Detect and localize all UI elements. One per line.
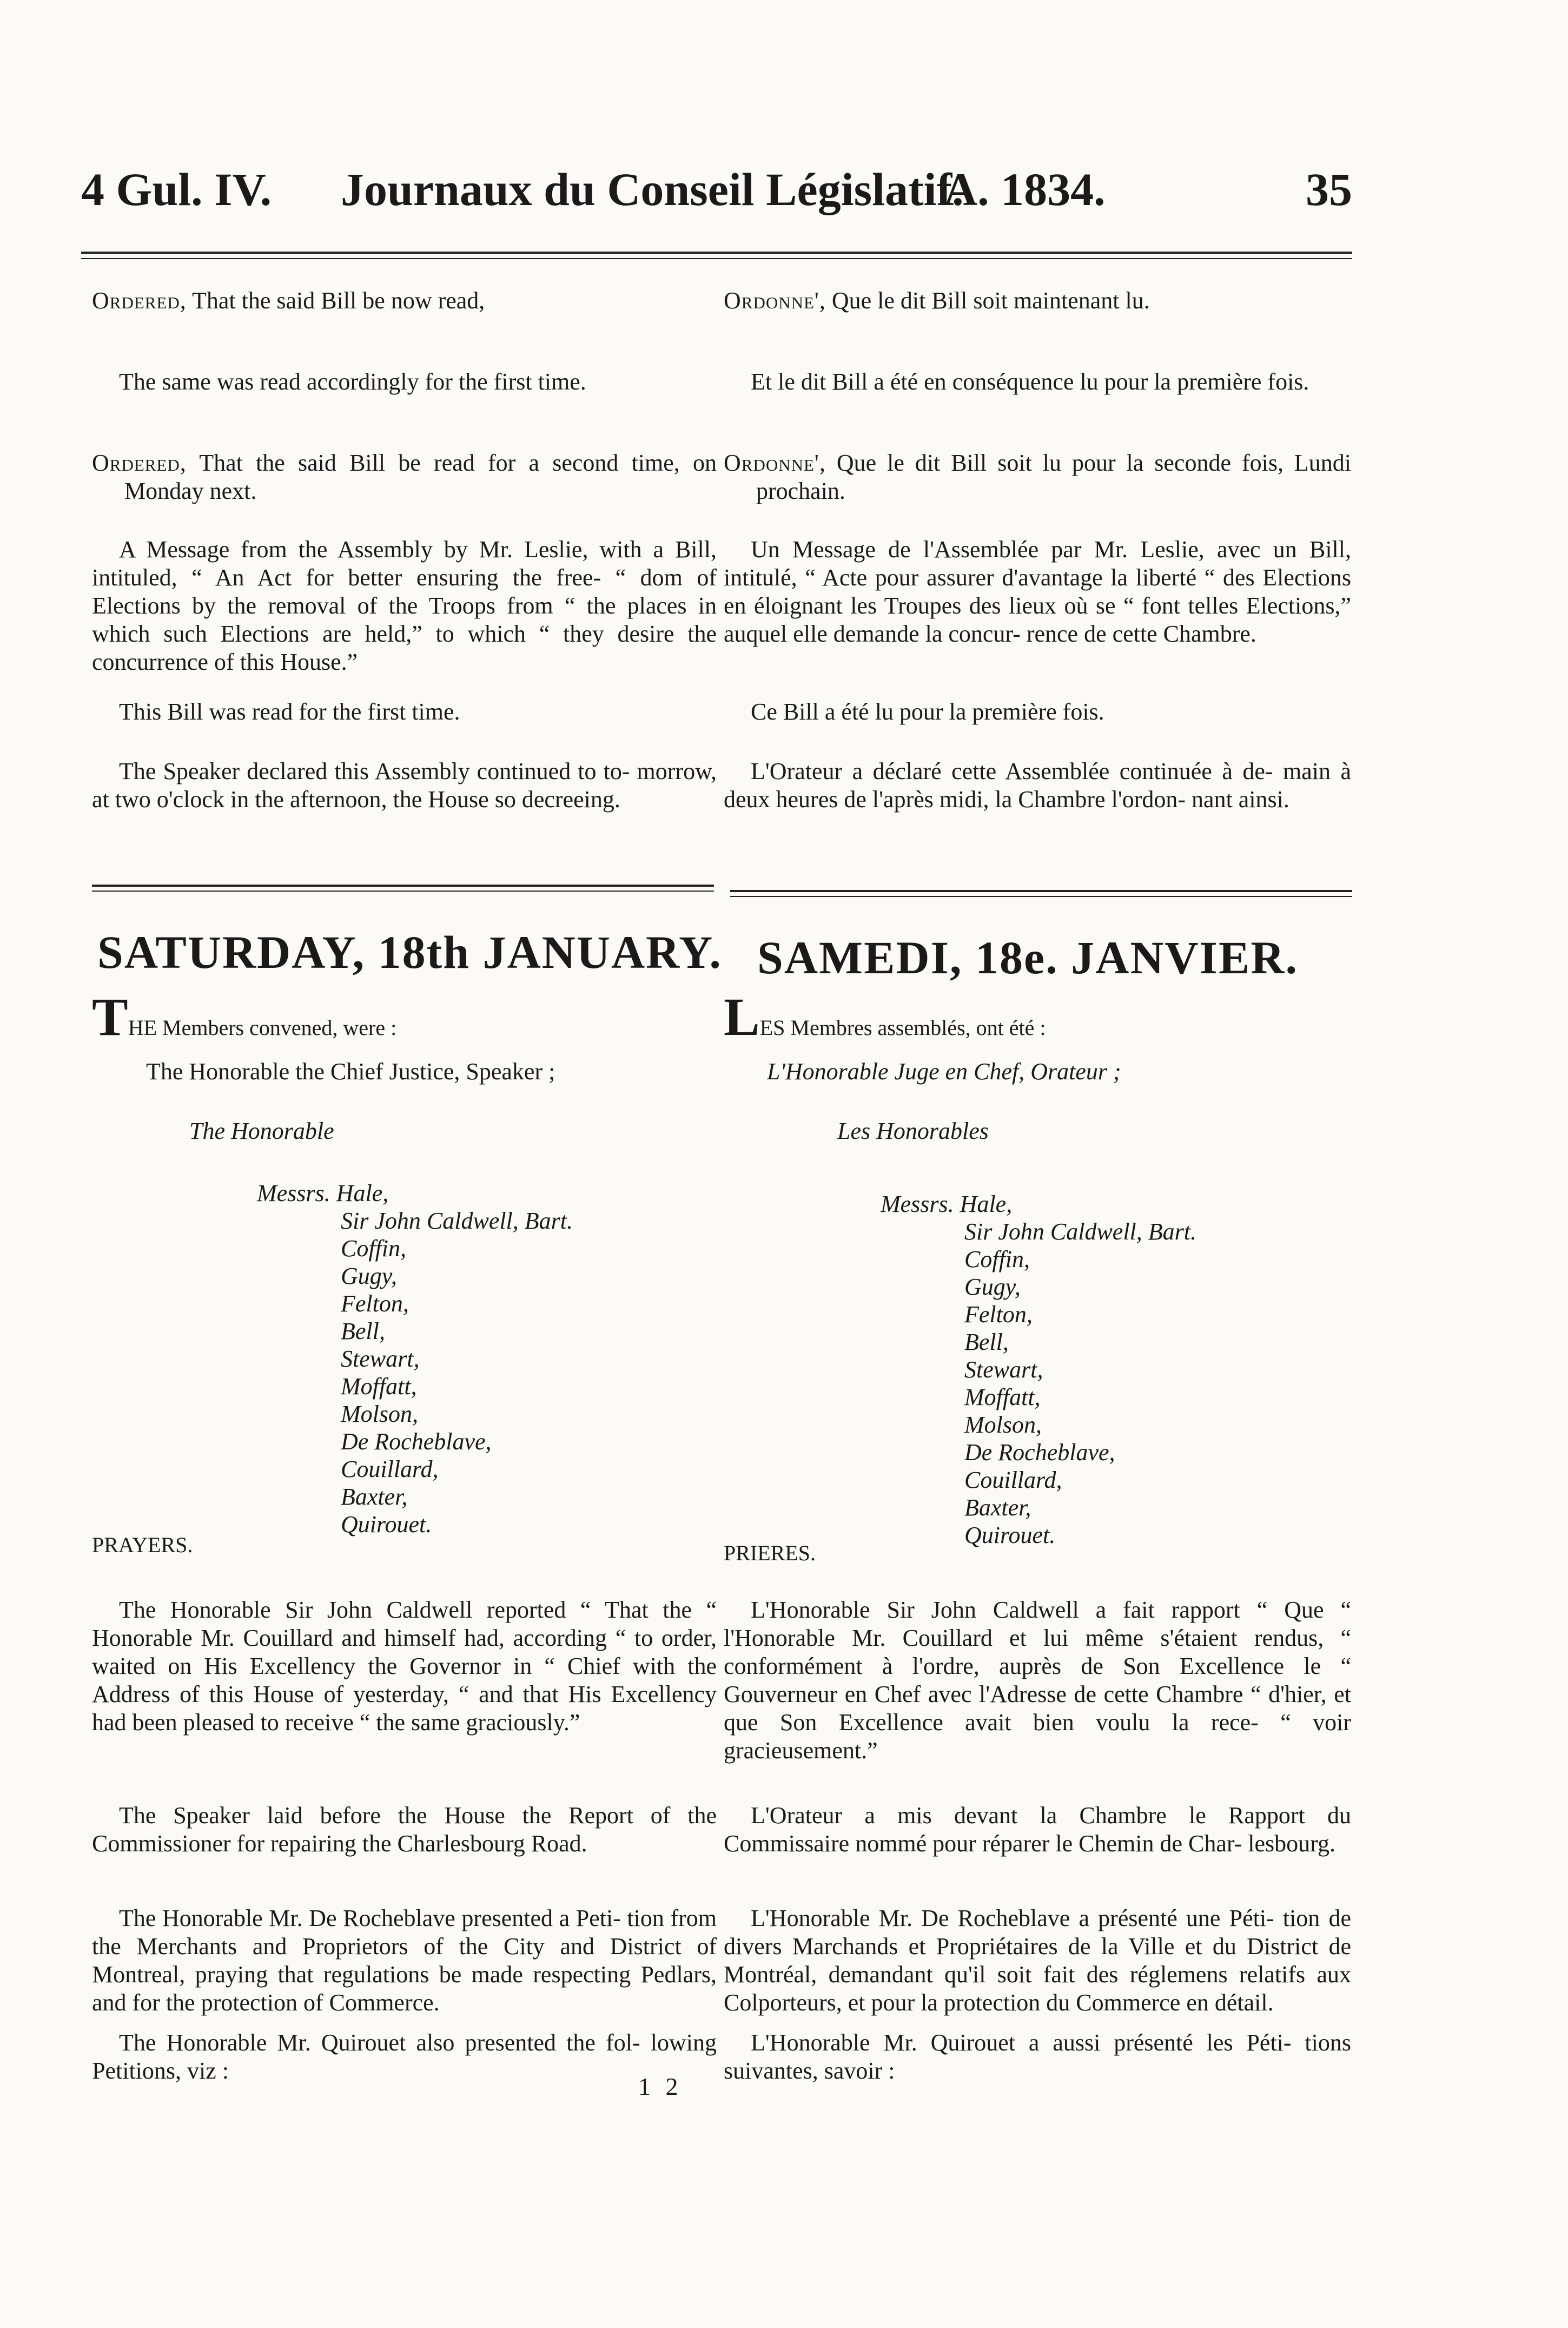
header-regnal-year: 4 Gul. IV. (81, 163, 272, 215)
en-road-report: The Speaker laid before the House the Report of the Commissioner for repairing the Charlesbourg Road. (92, 1802, 717, 1857)
fr-rocheblave-petition: L'Honorable Mr. De Rocheblave a présenté une Péti- tion de divers Marchands et Propriétaires de la Ville et du District de Montréal, demandant qu'il soit fait des réglemens relatifs aux Colporteurs, et pour la protection du Commerce en détail. (724, 1905, 1351, 2016)
list-item: Sir John Caldwell, Bart. (964, 1218, 1196, 1245)
fr-member-list (881, 1190, 1196, 1549)
en-adjournment: The Speaker declared this Assembly continued to to- morrow, at two o'clock in the afternoon, the House so decreeing. (92, 758, 717, 813)
fr-honorables: Les Honorables (837, 1118, 989, 1144)
list-item: Sir John Caldwell, Bart. (341, 1208, 573, 1234)
fr-bill-first-reading: Ce Bill a été lu pour la première fois. (751, 698, 1104, 725)
list-item: Baxter, (341, 1483, 408, 1510)
fr-speaker-line: L'Honorable Juge en Chef, Orateur ; (767, 1058, 1121, 1085)
english-section-rule (92, 885, 714, 892)
fr-read-first-time: Et le dit Bill a été en conséquence lu pour la première fois. (751, 368, 1309, 395)
fr-members-intro: LES Membres assemblés, ont été : (724, 987, 1046, 1047)
fr-adjournment: L'Orateur a déclaré cette Assemblée continuée à de- main à deux heures de l'après midi, la Chambre l'ordon- nant ainsi. (724, 758, 1351, 813)
en-speaker-line: The Honorable the Chief Justice, Speaker ; (146, 1058, 555, 1085)
list-item: Baxter, (964, 1494, 1031, 1521)
list-item: Gugy, (964, 1274, 1021, 1300)
list-item: Molson, (341, 1401, 418, 1427)
list-item: Couillard, (341, 1456, 439, 1482)
fr-day-title: SAMEDI, 18e. JANVIER. (757, 932, 1298, 984)
fr-order-read-now: Ordonne', Que le dit Bill soit maintenant lu. (724, 287, 1150, 314)
list-item: Coffin, (964, 1246, 1030, 1272)
running-header (81, 162, 1352, 222)
en-honorables: The Honorable (189, 1118, 334, 1144)
list-item: Moffatt, (341, 1373, 417, 1400)
list-item: Messrs. Hale, (257, 1180, 389, 1206)
fr-prayers: PRIERES. (724, 1541, 816, 1565)
list-item: Felton, (341, 1290, 409, 1317)
en-read-first-time: The same was read accordingly for the first time. (119, 368, 586, 395)
en-member-list (257, 1179, 573, 1538)
en-bill-first-reading: This Bill was read for the first time. (119, 698, 460, 725)
french-section-rule (730, 890, 1352, 897)
list-item: Coffin, (341, 1235, 407, 1262)
header-journal-title: Journaux du Conseil Législatif. (341, 163, 964, 215)
list-item: Quirouet. (341, 1511, 432, 1538)
fr-order-second-reading: Ordonne', Que le dit Bill soit lu pour la seconde fois, Lundi prochain. (724, 450, 1352, 504)
list-item: Felton, (964, 1301, 1033, 1328)
header-year: A. 1834. (944, 163, 1106, 215)
en-rocheblave-petition: The Honorable Mr. De Rocheblave presented a Peti- tion from the Merchants and Proprietors of the City and District of Montreal, praying that regulations be made respecting Pedlars, and for the protection of Commerce. (92, 1905, 717, 2016)
list-item: Bell, (341, 1318, 385, 1344)
fr-assembly-message: Un Message de l'Assemblée par Mr. Leslie, avec un Bill, intitulé, “ Acte pour assurer d'avantage la liberté “ des Elections en éloignant les Troupes des lieux où se “ font telles Elections,” auquel elle demande la concur- rence de cette Chambre. (724, 536, 1351, 647)
fr-address-report: L'Honorable Sir John Caldwell a fait rapport “ Que “ l'Honorable Mr. Couillard et lui même s'étaient rendus, “ conformément à l'ordre, auprès de Son Excellence le “ Gouverneur en Chef avec l'Adresse de cette Chambre “ d'hier, et que Son Excellence avait bien voulu la rece- “ voir gracieusement.” (724, 1597, 1351, 1764)
list-item: Messrs. Hale, (881, 1191, 1013, 1217)
list-item: De Rocheblave, (964, 1439, 1115, 1466)
list-item: Quirouet. (964, 1522, 1056, 1548)
list-item: Couillard, (964, 1467, 1062, 1493)
en-day-title: SATURDAY, 18th JANUARY. (97, 926, 722, 978)
header-rule (81, 252, 1352, 259)
list-item: Molson, (964, 1412, 1042, 1438)
english-sitting (92, 987, 717, 2084)
list-item: Gugy, (341, 1263, 397, 1289)
fr-quirouet-petitions: L'Honorable Mr. Quirouet a aussi présenté les Péti- tions suivantes, savoir : (724, 2029, 1351, 2084)
en-assembly-message: A Message from the Assembly by Mr. Leslie, with a Bill, intituled, “ An Act for better ensuring the free- “ dom of Elections by the removal of the Troops from “ the places in which such Elections are held,” to which “ they desire the concurrence of this House.” (92, 536, 717, 675)
list-item: De Rocheblave, (341, 1428, 492, 1455)
list-item: Moffatt, (964, 1384, 1041, 1410)
en-address-report: The Honorable Sir John Caldwell reported “ That the “ Honorable Mr. Couillard and himself had, according “ to order, waited on His Excellency the Governor in “ Chief with the Address of this House of yesterday, “ and that His Excellency had been pleased to receive “ the same graciously.” (92, 1597, 717, 1736)
list-item: Stewart, (964, 1356, 1043, 1383)
french-sitting (724, 987, 1351, 2084)
list-item: Stewart, (341, 1346, 420, 1372)
en-prayers: PRAYERS. (92, 1533, 193, 1557)
header-page-number: 35 (1306, 163, 1352, 215)
en-members-intro: THE Members convened, were : (92, 987, 397, 1047)
en-order-second-reading: Ordered, That the said Bill be read for a second time, on Monday next. (92, 450, 717, 504)
en-quirouet-petitions: The Honorable Mr. Quirouet also presented the fol- lowing Petitions, viz : (92, 2029, 717, 2084)
signature-mark: 1 2 (638, 2073, 683, 2100)
fr-road-report: L'Orateur a mis devant la Chambre le Rapport du Commissaire nommé pour réparer le Chemin de Char- lesbourg. (724, 1802, 1351, 1857)
list-item: Bell, (964, 1329, 1009, 1355)
en-order-read-now: Ordered, That the said Bill be now read, (92, 287, 485, 314)
